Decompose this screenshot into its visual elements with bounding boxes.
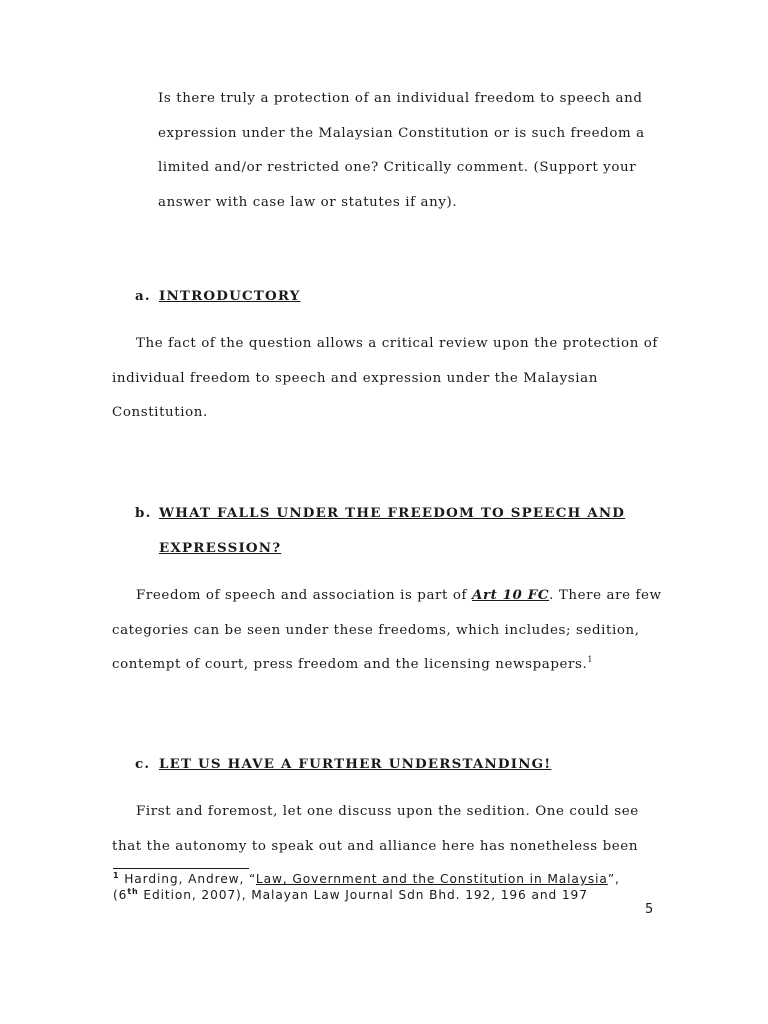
- paragraph-line: [112, 648, 672, 683]
- section-marker: c.: [135, 756, 151, 772]
- section-paragraph-b: [112, 578, 672, 683]
- footnote-line: [113, 887, 673, 903]
- section-heading-a: [135, 279, 301, 314]
- question-line: answer with case law or statutes if any).: [158, 194, 458, 210]
- footnote-line: [113, 871, 673, 887]
- paragraph-line: [112, 578, 672, 614]
- question-line: limited and/or restricted one? Critically comment. (Support your: [158, 160, 637, 176]
- footnote: [113, 871, 673, 903]
- footnote-text: Edition, 2007), Malayan Law Journal Sdn Bhd. 192, 196 and 197: [138, 888, 588, 902]
- paragraph-text: Freedom of speech and association is part of: [136, 588, 472, 603]
- article-reference: Art 10 FC: [471, 587, 550, 603]
- section-paragraph-c: [112, 795, 672, 864]
- footnote-separator: [113, 868, 249, 869]
- paragraph-text: . There are few: [549, 588, 662, 603]
- section-marker: b.: [135, 505, 152, 521]
- question-line: Is there truly a protection of an individual freedom to speech and: [158, 91, 643, 106]
- paragraph-text: contempt of court, press freedom and the licensing newspapers.: [112, 657, 588, 673]
- footnote-text: (6: [113, 888, 128, 902]
- question-line: expression under the Malaysian Constitution or is such freedom a: [158, 125, 645, 141]
- question-block: [158, 82, 678, 220]
- footnote-book-title[interactable]: Law, Government and the Constitution in Malaysia: [255, 872, 608, 886]
- paragraph-line: First and foremost, let one discuss upon the sedition. One could see: [136, 804, 639, 819]
- section-paragraph-a: [112, 327, 672, 431]
- paragraph-line: The fact of the question allows a critical review upon the protection of: [136, 336, 658, 351]
- paragraph-line: that the autonomy to speak out and alliance here has nonetheless been: [112, 838, 639, 854]
- footnote-reference[interactable]: 1: [587, 655, 594, 665]
- section-title: INTRODUCTORY: [159, 288, 301, 304]
- section-heading-c: [135, 747, 551, 782]
- paragraph-line: categories can be seen under these freedoms, which includes; sedition,: [112, 622, 640, 638]
- footnote-ordinal: th: [127, 887, 139, 896]
- section-heading-b: [135, 496, 625, 565]
- section-title: WHAT FALLS UNDER THE FREEDOM TO SPEECH AND: [159, 505, 626, 521]
- page-number: 5: [645, 902, 654, 917]
- footnote-text: ”,: [607, 872, 620, 886]
- footnote-author: Harding, Andrew, “: [119, 872, 256, 886]
- section-marker: a.: [135, 288, 151, 304]
- paragraph-line: individual freedom to speech and expression under the Malaysian: [112, 370, 598, 386]
- section-title: LET US HAVE A FURTHER UNDERSTANDING!: [159, 756, 552, 772]
- paragraph-line: Constitution.: [112, 405, 208, 421]
- section-title-continued: EXPRESSION?: [159, 539, 282, 556]
- footnote-number: 1: [113, 871, 120, 880]
